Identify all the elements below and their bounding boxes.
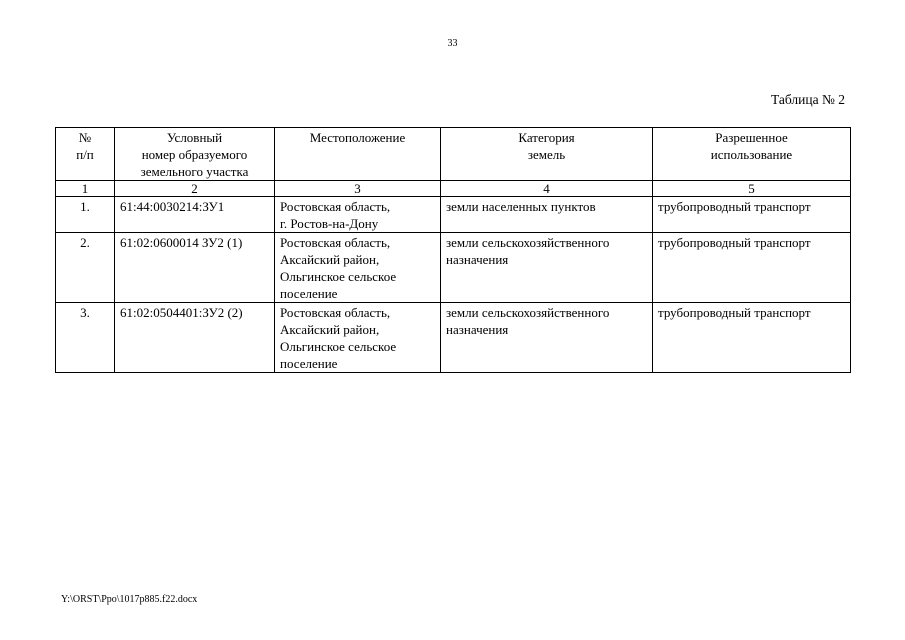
land-category-cell: земли сельскохозяйственного назначения xyxy=(441,303,653,373)
column-index-row xyxy=(56,181,851,197)
permitted-use-cell: трубопроводный транспорт xyxy=(653,197,851,233)
location-cell: Ростовская область, Аксайский район, Ольгинское сельское поселение xyxy=(275,303,441,373)
header-land-category: Категория земель xyxy=(441,128,653,181)
header-plot-number: Условный номер образуемого земельного участка xyxy=(115,128,275,181)
column-index-cell: 4 xyxy=(441,181,653,197)
row-number: 1. xyxy=(56,197,115,233)
land-plots-table xyxy=(55,127,851,373)
location-cell: Ростовская область, г. Ростов-на-Дону xyxy=(275,197,441,233)
column-index-cell: 1 xyxy=(56,181,115,197)
land-category-cell: земли населенных пунктов xyxy=(441,197,653,233)
column-index-cell: 3 xyxy=(275,181,441,197)
location-cell: Ростовская область, Аксайский район, Ольгинское сельское поселение xyxy=(275,233,441,303)
row-number: 3. xyxy=(56,303,115,373)
permitted-use-cell: трубопроводный транспорт xyxy=(653,233,851,303)
permitted-use-cell: трубопроводный транспорт xyxy=(653,303,851,373)
header-number: № п/п xyxy=(56,128,115,181)
column-index-cell: 5 xyxy=(653,181,851,197)
table-row xyxy=(56,197,851,233)
table-row xyxy=(56,303,851,373)
plot-number-cell: 61:44:0030214:ЗУ1 xyxy=(115,197,275,233)
plot-number-cell: 61:02:0600014 ЗУ2 (1) xyxy=(115,233,275,303)
footer-file-path: Y:\ORST\Ppo\1017p885.f22.docx xyxy=(61,594,198,605)
table-header-row xyxy=(56,128,851,181)
row-number: 2. xyxy=(56,233,115,303)
page-number: 33 xyxy=(447,38,458,49)
plot-number-cell: 61:02:0504401:ЗУ2 (2) xyxy=(115,303,275,373)
land-category-cell: земли сельскохозяйственного назначения xyxy=(441,233,653,303)
column-index-cell: 2 xyxy=(115,181,275,197)
table-caption: Таблица № 2 xyxy=(771,92,845,107)
header-location: Местоположение xyxy=(275,128,441,181)
table-row xyxy=(56,233,851,303)
header-permitted-use: Разрешенное использование xyxy=(653,128,851,181)
